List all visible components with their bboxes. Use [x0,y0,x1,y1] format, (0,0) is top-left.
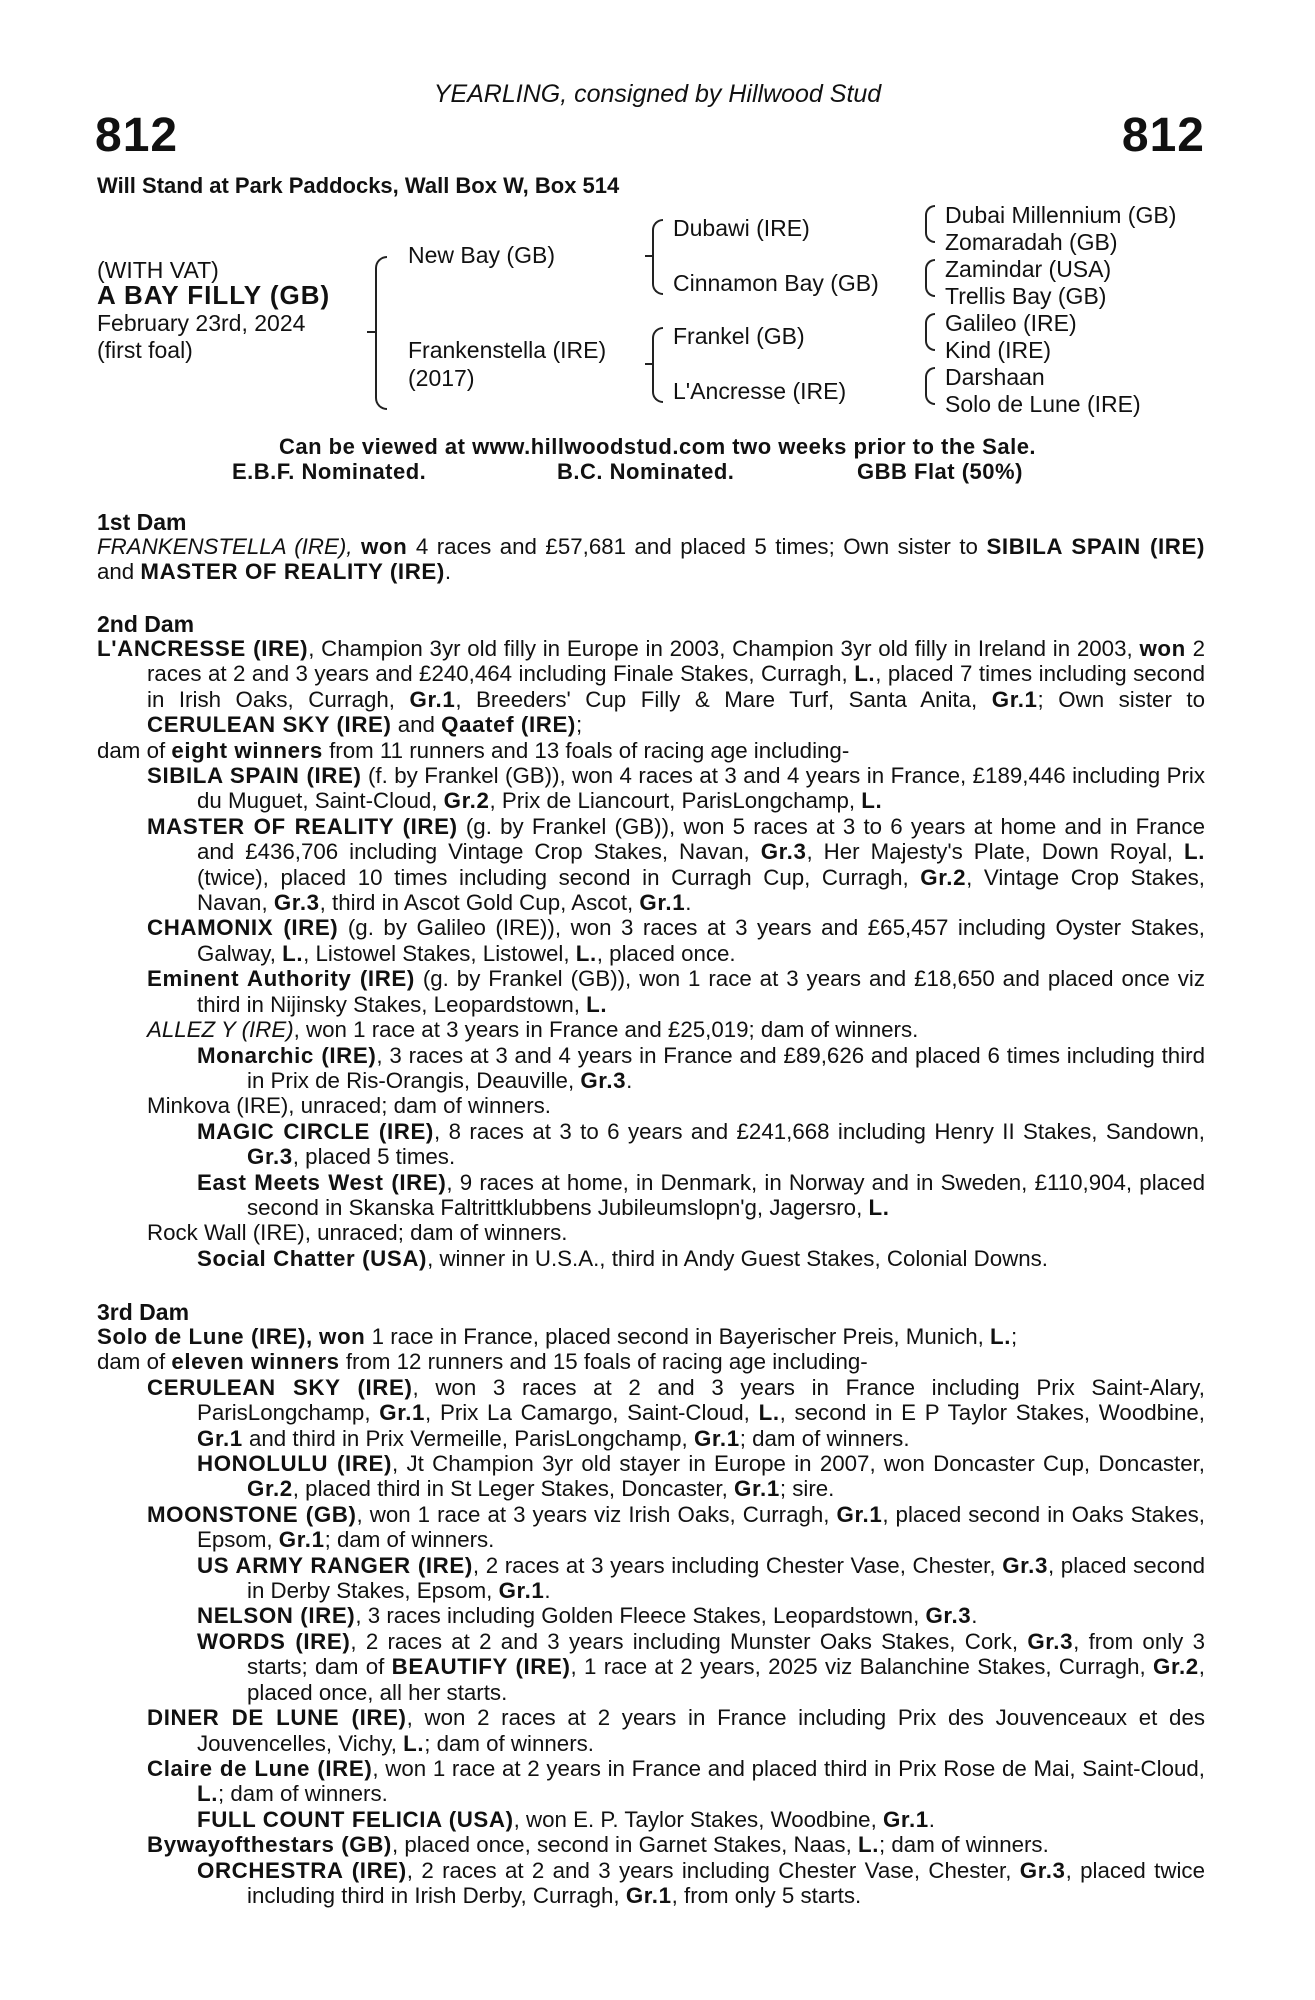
progeny-record: , placed once. [596,940,736,966]
progeny-record: , from only 5 starts. [671,1882,862,1908]
progeny-record: , 2 races at 3 years including Chester Vase, Chester, [472,1552,996,1578]
progeny-record: , second in E P Taylor Stakes, Woodbine, [779,1400,1205,1426]
dam-sire-name: Frankel (GB) [673,323,805,349]
group-badge: Gr.2 [1153,1654,1199,1680]
progeny-record: , 2 races at 2 and 3 years including Munster Oaks Stakes, Cork, [350,1628,1019,1654]
progeny-record: , won 3 races at 2 and 3 years in France including Prix Saint-Alary, ParisLongchamp, [197,1374,1205,1426]
group-badge: Gr.1 [836,1501,883,1527]
list-item [97,1043,1205,1094]
progeny-record: , won 1 race at 3 years viz Irish Oaks, Curragh, [356,1501,830,1527]
progeny-record: , won 1 race at 2 years in France and placed third in Prix Rose de Mai, Saint-Cloud, [372,1755,1205,1781]
group-badge: Gr.1 [278,1527,325,1553]
third-dam-name: Solo de Lune (IRE), [97,1324,313,1349]
progeny-name: Eminent Authority (IRE) [147,966,415,992]
listed-badge: L. [403,1730,425,1756]
progeny-name: NELSON (IRE) [197,1603,356,1629]
sister-1: CERULEAN SKY (IRE) [147,712,392,738]
first-dam-name: FRANKENSTELLA (IRE), [97,534,353,559]
second-dam-text: , Champion 3yr old filly in Europe in 2003, Champion 3yr old filly in Ireland in 2003, [308,636,1133,661]
group-badge: Gr.3 [1027,1628,1074,1654]
group-badge: Gr.1 [882,1806,929,1832]
progeny-name: MOONSTONE (GB) [147,1501,357,1527]
group-badge: Gr.3 [1002,1552,1048,1578]
progeny-record: , Her Majesty's Plate, Down Royal, [806,839,1173,865]
pedigree-brace-sire [652,219,663,295]
progeny-record: and third in Prix Vermeille, ParisLongchamp, [249,1425,688,1451]
punct: . [544,1578,551,1604]
listed-badge: L. [868,1194,890,1220]
progeny-name: US ARMY RANGER (IRE) [197,1552,473,1578]
listed-badge: L. [282,940,304,966]
sire-name: New Bay (GB) [408,242,555,268]
ancestor-8: Solo de Lune (IRE) [945,391,1141,417]
punct: . [626,1067,633,1093]
stand-location: Will Stand at Park Paddocks, Wall Box W, Box 514 [97,173,620,198]
progeny-name: ALLEZ Y (IRE) [147,1017,294,1043]
list-item [97,1451,1205,1502]
progeny-name: HONOLULU (IRE) [197,1451,393,1477]
progeny-name: WORDS (IRE) [197,1628,351,1654]
pedigree-brace-g3 [925,313,935,351]
dam-of-text: from 11 runners and 13 foals of racing age including- [329,737,850,763]
horse-name: A BAY FILLY (GB) [97,280,331,310]
pedigree-brace-main [375,256,387,410]
ancestor-6: Kind (IRE) [945,337,1052,363]
progeny-record: , 8 races at 3 to 6 years and £241,668 including Henry II Stakes, Sandown, [433,1118,1205,1144]
group-badge: Gr.3 [273,890,320,916]
punct: . [928,1806,935,1832]
listed-badge: L. [857,1832,879,1858]
second-dam-text: 2 races at 2 and 3 years and £240,464 including Finale Stakes, Curragh, [147,636,1206,687]
progeny-record: , placed second in Derby Stakes, Epsom, [247,1552,1206,1604]
group-badge: Gr.1 [498,1578,545,1604]
second-dam-text: , placed 7 times including second in Irish Oaks, Curragh, [147,661,1205,712]
dam-name: Frankenstella (IRE) [408,337,607,363]
foaling-date: February 23rd, 2024 [97,310,306,336]
group-badge: Gr.2 [920,864,967,890]
group-badge: Gr.2 [443,788,490,814]
third-dam-paragraph [97,1324,1205,1908]
progeny-name: DINER DE LUNE (IRE) [147,1705,407,1731]
progeny-record: (g. by Frankel (GB)), won 1 race at 3 years and £18,650 and placed once viz third in Nijinsky Stakes, Leopardstown, [197,966,1205,1017]
progeny-name: SIBILA SPAIN (IRE) [147,763,362,789]
group-badge: Gr.3 [247,1144,293,1170]
progeny-record: Rock Wall (IRE), unraced; dam of winners. [147,1220,568,1246]
group-badge: Gr.3 [580,1067,627,1093]
list-item [97,966,1205,1017]
group-badge: Gr.1 [991,686,1038,712]
progeny-record: , placed third in St Leger Stakes, Doncaster, [292,1476,728,1502]
list-item [97,1807,1205,1832]
ancestor-1: Dubai Millennium (GB) [945,202,1177,228]
consignment-line: YEARLING, consigned by Hillwood Stud [433,80,882,108]
third-dam-title: 3rd Dam [97,1299,190,1325]
second-dam-title: 2nd Dam [97,611,195,637]
vat-note: (WITH VAT) [97,257,219,283]
progeny-name: FULL COUNT FELICIA (USA) [197,1806,514,1832]
progeny-record: ; dam of winners. [739,1425,910,1451]
progeny-record: ; dam of winners. [324,1527,495,1553]
progeny-name: Claire de Lune (IRE) [147,1755,373,1781]
pedigree-brace-g2 [925,259,935,297]
progeny-record: , winner in U.S.A., third in Andy Guest Stakes, Colonial Downs. [427,1245,1048,1271]
progeny-record: , Prix de Liancourt, ParisLongchamp, [489,788,856,814]
second-dam-text: , Breeders' Cup Filly & Mare Turf, Santa Anita, [455,686,978,712]
list-item [97,814,1205,916]
pedigree-brace-dam-tip [645,363,653,365]
progeny-record: (f. by Frankel (GB)), won 4 races at 3 and 4 years in France, £189,446 including Prix du Muguet, Saint-Cloud, [197,763,1205,814]
list-item [97,1246,1205,1271]
group-badge: Gr.3 [760,839,807,865]
second-dam-name: L'ANCRESSE (IRE) [97,636,309,661]
listed-badge: L. [586,991,608,1017]
progeny-record: , Listowel Stakes, Listowel, [303,940,570,966]
progeny-record: (twice), placed 10 times including second in Curragh Cup, Curragh, [197,864,909,890]
end-dot: . [444,559,452,585]
second-dam-text: ; Own sister to [1037,686,1205,712]
list-item [97,1502,1205,1553]
progeny-record: (g. by Frankel (GB)), won 5 races at 3 to 6 years at home and in France and £436,706 including Vintage Crop Stakes, Navan, [197,813,1205,865]
pedigree-brace-dam [652,327,663,403]
group-badge: Gr.2 [247,1476,293,1502]
progeny-record: , third in Ascot Gold Cup, Ascot, [319,890,634,916]
group-badge: Gr.1 [379,1400,426,1426]
listed-badge: L. [575,940,597,966]
progeny-record: , 1 race at 2 years, 2025 viz Balanchine Stakes, Curragh, [570,1654,1146,1680]
ancestor-2: Zomaradah (GB) [945,229,1118,255]
first-dam-title: 1st Dam [97,509,187,535]
ancestor-5: Galileo (IRE) [945,310,1077,336]
list-item [97,1093,1205,1118]
group-badge: Gr.3 [1019,1857,1066,1883]
won-label: won [319,1324,366,1349]
group-badge: Gr.1 [625,1882,672,1908]
list-item [97,1858,1205,1909]
list-item [97,1017,1205,1042]
group-badge: Gr.1 [197,1425,243,1451]
winners-count: eight winners [171,737,323,763]
progeny-name: CHAMONIX (IRE) [147,915,339,941]
dam-of-label: dam of [97,737,166,763]
sister-2: Qaatef (IRE) [441,712,576,738]
winners-count: eleven winners [171,1349,340,1375]
progeny-record: , 3 races including Golden Fleece Stakes, Leopardstown, [355,1603,920,1629]
progeny-record: , Vintage Crop Stakes, Navan, [197,864,1205,916]
bc-note: B.C. Nominated. [557,459,735,484]
progeny-record: , placed twice including third in Irish Derby, Curragh, [247,1857,1205,1908]
progeny-name: Monarchic (IRE) [197,1042,377,1068]
lot-number-right: 812 [1121,109,1205,162]
progeny-record: , Jt Champion 3yr old stayer in Europe in 2007, won Doncaster Cup, Doncaster, [392,1451,1205,1477]
viewing-note: Can be viewed at www.hillwoodstud.com two weeks prior to the Sale. [278,434,1037,459]
list-item [97,1170,1205,1221]
progeny-record: ; dam of winners. [218,1781,388,1807]
third-dam-text: 1 race in France, placed second in Bayerischer Preis, Munich, [371,1324,984,1349]
list-item [97,1756,1205,1807]
progeny-record: , from only 3 starts; dam of [247,1628,1206,1680]
list-item [97,763,1205,814]
ancestor-7: Darshaan [945,364,1045,390]
progeny-record: , won 2 races at 2 years in France including Prix des Jouvenceaux et des Jouvencelles, Vichy, [197,1705,1205,1756]
dam-dam-name: L'Ancresse (IRE) [673,378,847,404]
sire-sire-name: Dubawi (IRE) [673,215,810,241]
progeny-record: (g. by Galileo (IRE)), won 3 races at 3 years and £65,457 including Oyster Stakes, Galway, [197,915,1205,966]
group-badge: Gr.1 [693,1425,740,1451]
dam-of-label: dam of [97,1349,166,1375]
and-text: and [97,559,135,585]
dam-of-text: from 12 runners and 15 foals of racing age including- [345,1349,868,1375]
list-item [97,1220,1205,1245]
progeny-record: , placed once, all her starts. [247,1654,1205,1705]
pedigree-brace-sire-tip [645,255,653,257]
listed-badge: L. [1184,839,1206,865]
group-badge: Gr.1 [639,890,686,916]
progeny-record: , won 1 race at 3 years in France and £25,019; dam of winners. [293,1017,919,1043]
list-item [97,1119,1205,1170]
won-label: won [360,534,408,559]
punct: ; [1011,1324,1018,1349]
dam-year: (2017) [408,365,475,391]
progeny-name: Social Chatter (USA) [197,1245,428,1271]
progeny-name: BEAUTIFY (IRE) [391,1654,571,1680]
progeny-record: , 2 races at 2 and 3 years including Chester Vase, Chester, [406,1857,1012,1883]
progeny-record: , placed once, second in Garnet Stakes, Naas, [391,1832,852,1858]
progeny-record: , Prix La Camargo, Saint-Cloud, [425,1400,750,1426]
group-badge: Gr.3 [925,1603,972,1629]
listed-badge: L. [990,1324,1012,1349]
sire-dam-name: Cinnamon Bay (GB) [673,270,879,296]
punct: . [685,890,692,916]
progeny-name: MASTER OF REALITY (IRE) [147,813,458,839]
ancestor-4: Trellis Bay (GB) [945,283,1107,309]
ebf-note: E.B.F. Nominated. [232,459,427,484]
progeny-name: East Meets West (IRE) [197,1169,447,1195]
progeny-record: ; dam of winners. [424,1730,594,1756]
list-item [97,1832,1205,1857]
progeny-name: ORCHESTRA (IRE) [197,1857,407,1883]
foal-note: (first foal) [97,337,193,363]
first-dam-record: 4 races and £57,681 and placed 5 times; Own sister to [415,534,978,559]
progeny-record: ; sire. [779,1476,835,1502]
group-badge: Gr.1 [734,1476,780,1502]
gbb-note: GBB Flat (50%) [857,459,1023,484]
pedigree-brace-g4 [925,367,935,405]
listed-badge: L. [861,788,883,814]
sibling-2: MASTER OF REALITY (IRE) [140,559,445,585]
progeny-record: , won E. P. Taylor Stakes, Woodbine, [513,1806,877,1832]
lot-number-left: 812 [95,109,179,162]
list-item [97,915,1205,966]
listed-badge: L. [854,661,876,687]
list-item [97,1705,1205,1756]
progeny-record: , 3 races at 3 and 4 years in France and £89,626 and placed 6 times including third in Prix de Ris-Orangis, Deauville, [247,1042,1205,1093]
listed-badge: L. [197,1781,219,1807]
and-text: and [397,712,435,738]
pedigree-brace-g1 [925,205,935,243]
second-dam-paragraph [97,636,1205,1271]
sibling-1: SIBILA SPAIN (IRE) [986,534,1205,559]
progeny-name: CERULEAN SKY (IRE) [147,1374,413,1400]
ancestor-3: Zamindar (USA) [945,256,1112,282]
progeny-record: , placed 5 times. [292,1144,456,1170]
progeny-record: , 9 races at home, in Denmark, in Norway and in Sweden, £110,904, placed second in Skanska Faltrittklubbens Jubileumslopn'g, Jagersro, [247,1169,1205,1220]
progeny-name: Bywayofthestars (GB) [147,1832,392,1858]
won-label: won [1139,636,1186,661]
progeny-record: ; dam of winners. [879,1832,1049,1858]
group-badge: Gr.1 [409,686,456,712]
list-item [97,1629,1205,1705]
pedigree-brace-main-tip [367,331,375,333]
list-item [97,1553,1205,1604]
punct: . [971,1603,978,1629]
progeny-name: MAGIC CIRCLE (IRE) [197,1118,434,1144]
progeny-record: Minkova (IRE), unraced; dam of winners. [147,1093,551,1119]
listed-badge: L. [758,1400,780,1426]
punct: ; [575,712,583,738]
list-item [97,1375,1205,1451]
list-item [97,1603,1205,1628]
first-dam-paragraph [97,534,1205,585]
progeny-record: , placed second in Oaks Stakes, Epsom, [197,1501,1205,1553]
